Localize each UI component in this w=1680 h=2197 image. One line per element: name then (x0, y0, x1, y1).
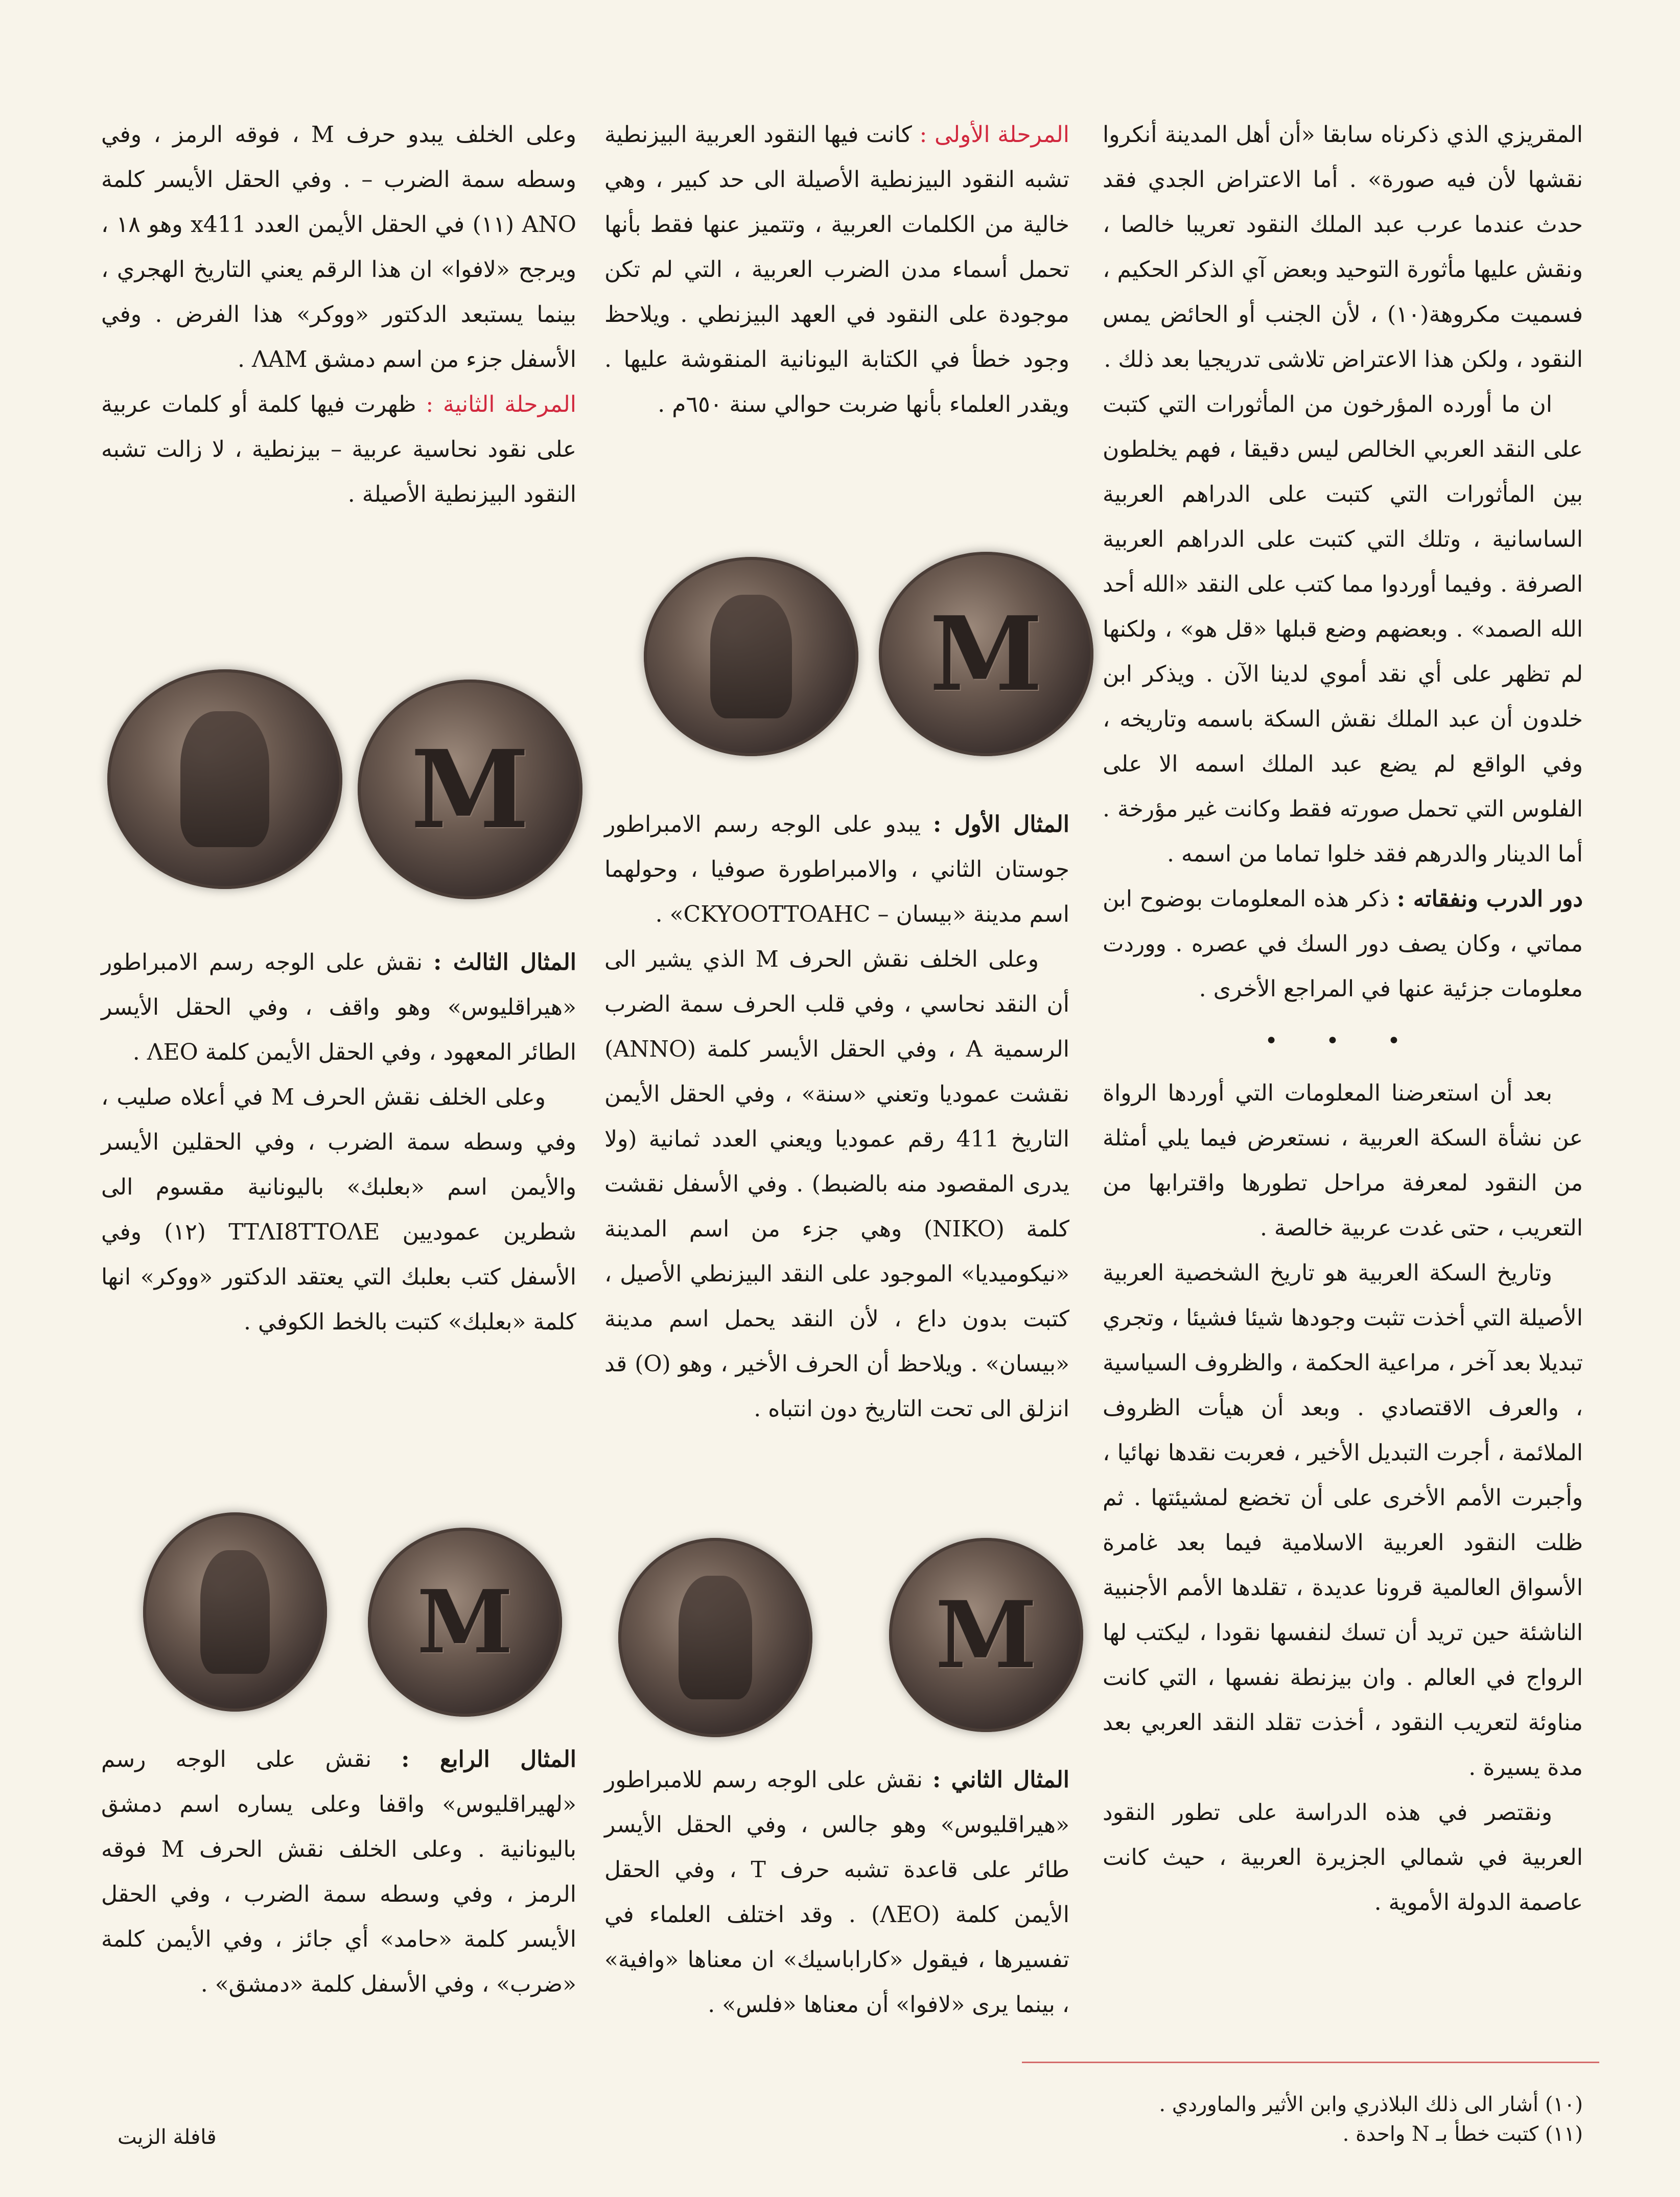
footnotes (970, 2090, 1583, 2149)
example-one-label: المثال الأول : (933, 811, 1069, 837)
example-four-label: المثال الرابع : (401, 1746, 576, 1772)
footnote-rule (1022, 2062, 1599, 2063)
m-letter-icon: M (929, 594, 1043, 714)
section-label: دور الدرب ونفقاته : (1396, 886, 1583, 912)
example-one-text: يبدو على الوجه رسم الامبراطور جوستان الثاني ، والامبراطورة صوفيا ، وحولهما اسم مدينة «بيسان – CKYOOTTOAHC» . (604, 811, 1069, 927)
stage-two (101, 382, 576, 517)
example-three-label: المثال الثالث : (433, 949, 576, 975)
example-three-intro (101, 940, 576, 1075)
coin-obverse-image (644, 557, 858, 756)
emperor-figure-icon (200, 1550, 270, 1674)
stage-one (604, 112, 1069, 427)
example-two (604, 1758, 1069, 2027)
emperor-figure-icon (180, 711, 270, 848)
left-column-top (101, 112, 576, 517)
paragraph: وتاريخ السكة العربية هو تاريخ الشخصية العربية الأصيلة التي أخذت تثبت وجودها شيئا فشيئا ، وتجري تبديلا بعد آخر ، مراعية الحكمة ، والظروف السياسية ، والعرف الاقتصادي . وبعد أن هيأت الظروف الملائمة ، أجرت التبديل الأخير ، فعربت نقدها نهائيا ، وأجبرت الأمم الأخرى على أن تخضع لمشيئتها . ثم ظلت النقود العربية الاسلامية فيما بعد غامرة الأسواق العالمية قرونا عديدة ، تقلدها الأمم الأجنبية الناشئة حين تريد أن تسك لنفسها نقودا ، ليكتب لها الرواج في العالم . وان بيزنطة نفسها ، التي كانت مناوئة لتعريب النقود ، أخذت تقلد النقد العربي بعد مدة يسيرة . (1103, 1260, 1583, 1781)
m-letter-icon: M (416, 1571, 514, 1673)
left-column-example-four (101, 1737, 576, 2007)
footnote: (١١) كتبت خطأ بـ N واحدة . (1342, 2122, 1583, 2146)
left-column-example-three (101, 940, 576, 1345)
stage-two-label: المرحلة الثانية : (426, 391, 576, 417)
emperor-figure-icon (679, 1576, 752, 1699)
coin-reverse-image (879, 552, 1093, 756)
section-text: ذكر هذه المعلومات بوضوح ابن مماتي ، وكان يصف دور السك في عصره . ووردت معلومات جزئية عنها في المراجع الأخرى . (1103, 886, 1583, 1002)
example-three-back: وعلى الخلف نقش الحرف M في أعلاه صليب ، وفي وسطه سمة الضرب ، وفي الحقلين الأيسر والأيمن اسم «بعلبك» باليونانية مقسوم الى شطرين عموديين TTΛI8TTOΛE (١٢) وفي الأسفل كتب بعلبك التي يعتقد الدكتور «ووكر» انها كلمة «بعلبك» كتبت بالخط الكوفي . (101, 1084, 577, 1335)
coin-obverse-image (143, 1512, 327, 1712)
paragraph: بعد أن استعرضنا المعلومات التي أوردها الرواة عن نشأة السكة العربية ، نستعرض فيما يلي أمثلة من النقود لمعرفة مراحل تطورها واقترابها من التعريب ، حتى غدت عربية خالصة . (1103, 1080, 1583, 1241)
example-three-text: نقش على الوجه رسم الامبراطور «هيراقليوس» وهو واقف ، وفي الحقل الأيسر الطائر المعهود ، وفي الحقل الأيمن كلمة ΛEO . (101, 949, 576, 1065)
footnote: (١٠) أشار الى ذلك البلاذري وابن الأثير والماوردي . (1159, 2093, 1583, 2116)
coin-obverse-image (618, 1538, 812, 1737)
m-letter-icon: M (935, 1581, 1037, 1689)
stage-one-label: المرحلة الأولى : (919, 122, 1069, 148)
middle-column-top (604, 112, 1069, 427)
paragraph (1103, 877, 1583, 1012)
example-one-intro (604, 802, 1069, 937)
magazine-name: قافلة الزيت (118, 2125, 217, 2149)
coin-obverse-image (107, 669, 342, 889)
paragraph: ونقتصر في هذه الدراسة على تطور النقود العربية في شمالي الجزيرة العربية ، حيث كانت عاصمة الدولة الأموية . (1103, 1799, 1583, 1915)
example-two-text: نقش على الوجه رسم للامبراطور «هيراقليوس» وهو جالس ، وفي الحقل الأيسر طائر على قاعدة تشبه حرف T ، وفي الحقل الأيمن كلمة (ΛEO) . وقد اختلف العلماء في تفسيرها ، فيقول «كاراباسيك» ان معناها «وافية» ، بينما يرى «لافوا» أن معناها «فلس» . (604, 1767, 1070, 2018)
coin-reverse-image (358, 680, 582, 899)
example-four (101, 1737, 576, 2007)
m-letter-icon: M (410, 726, 530, 853)
coin-reverse-image (889, 1538, 1083, 1732)
coin-reverse-image (368, 1528, 562, 1717)
example-two-label: المثال الثاني : (932, 1767, 1069, 1793)
paragraph: ان ما أورده المؤرخون من المأثورات التي كتبت على النقد العربي الخالص ليس دقيقا ، فهم يخلطون بين المأثورات التي كتبت على الدراهم العربية الساسانية ، وتلك التي كتبت على الدراهم العربية الصرفة . وفيما أوردوا مما كتب على النقد «الله أحد الله الصمد» . وبعضهم وضع قبلها «قل هو» ، ولكنها لم تظهر على أي نقد أموي لدينا الآن . ويذكر ابن خلدون أن عبد الملك نقش السكة باسمه وتاريخه ، وفي الواقع لم يضع عبد الملك اسمه الا على الفلوس التي تحمل صورته فقط وكانت غير مؤرخة . أما الدينار والدرهم فقد خلوا تماما من اسمه . (1103, 391, 1583, 867)
emperor-figure-icon (710, 595, 792, 718)
paragraph: المقريزي الذي ذكرناه سابقا «أن أهل المدينة أنكروا نقشها لأن فيه صورة» . أما الاعتراض الجدي فقد حدث عندما عرب عبد الملك النقود تعريبا خالصا ، ونقش عليها مأثورة التوحيد وبعض آي الذكر الحكيم ، فسميت مكروهة(١٠) ، لأن الجنب أو الحائض يمس النقود ، ولكن هذا الاعتراض تلاشى تدريجيا بعد ذلك . (1103, 122, 1583, 372)
example-one-back: وعلى الخلف نقش الحرف M الذي يشير الى أن النقد نحاسي ، وفي قلب الحرف سمة الضرب الرسمية A ، وفي الحقل الأيسر كلمة (ANNO) نقشت عموديا وتعني «سنة» ، وفي الحقل الأيمن التاريخ 411 رقم عموديا ويعني العدد ثمانية (ولا يدرى المقصود منه بالضبط) . وفي الأسفل نقشت كلمة (NIKO) وهي جزء من اسم المدينة «نيكوميديا» الموجود على النقد البيزنطي الأصيل ، كتبت بدون داع ، لأن النقد يحمل اسم مدينة «بيسان» . ويلاحظ أن الحرف الأخير ، وهو (O) قد انزلق الى تحت التاريخ دون انتباه . (604, 946, 1069, 1422)
paragraph: وعلى الخلف يبدو حرف M ، فوقه الرمز ، وفي وسطه سمة الضرب – . وفي الحقل الأيسر كلمة ANO (١١) في الحقل الأيمن العدد x411 وهو ١٨ ، ويرجح «لافوا» ان هذا الرقم يعني التاريخ الهجري ، بينما يستبعد الدكتور «ووكر» هذا الفرض . وفي الأسفل جزء من اسم دمشق ΛAM . (101, 122, 576, 372)
middle-column-example-one (604, 802, 1069, 1432)
example-four-text: نقش على الوجه رسم «لهيراقليوس» واقفا وعلى يساره اسم دمشق باليونانية . وعلى الخلف نقش الحرف M فوقه الرمز ، وفي وسطه سمة الضرب ، وفي الحقل الأيسر كلمة «حامد» أي جائز ، وفي الأيمن كلمة «ضرب» ، وفي الأسفل كلمة «دمشق» . (101, 1746, 576, 1997)
right-column (1103, 112, 1583, 1925)
separator: • • • (1265, 1028, 1421, 1054)
stage-two-text: ظهرت فيها كلمة أو كلمات عربية على نقود نحاسية عربية – بيزنطية ، لا زالت تشبه النقود البيزنطية الأصيلة . (101, 391, 576, 507)
middle-column-example-two (604, 1758, 1069, 2027)
stage-one-text: كانت فيها النقود العربية البيزنطية تشبه النقود البيزنطية الأصيلة الى حد كبير ، وهي خالية من الكلمات العربية ، وتتميز عنها فقط بأنها تحمل أسماء مدن الضرب العربية ، التي لم تكن موجودة على النقود في العهد البيزنطي . ويلاحظ وجود خطأ في الكتابة اليونانية المنقوشة عليها . ويقدر العلماء بأنها ضربت حوالي سنة ٦٥٠م . (604, 122, 1069, 417)
